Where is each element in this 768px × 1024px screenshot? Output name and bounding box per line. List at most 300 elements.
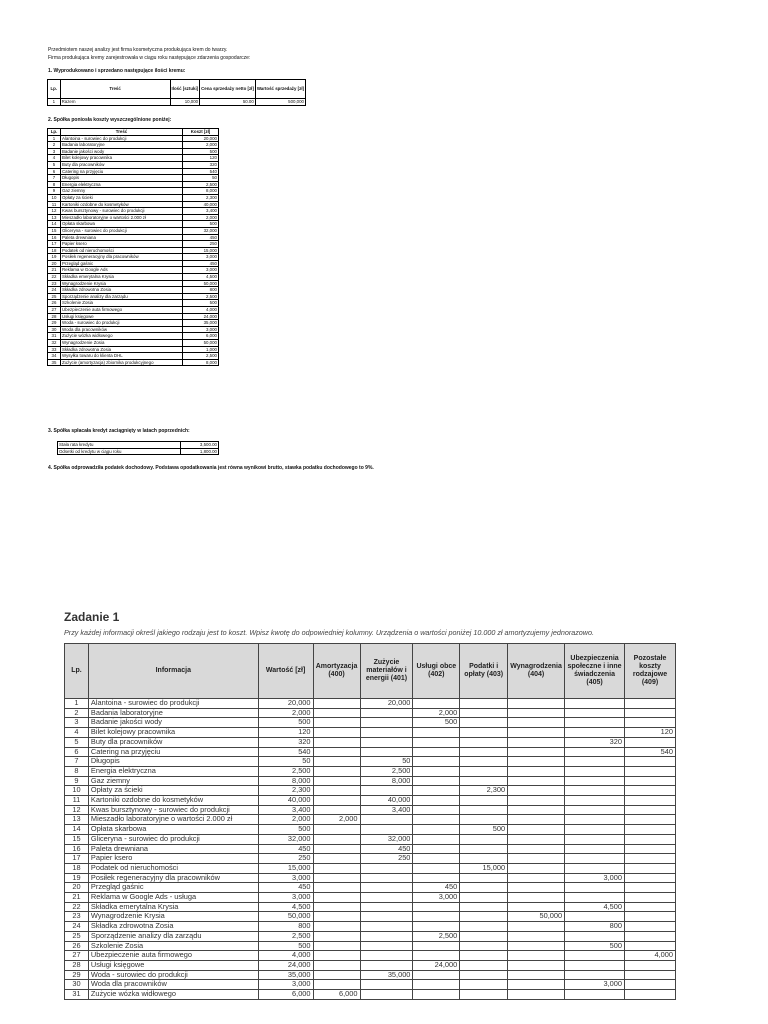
table-cell: 40,000	[183, 201, 219, 208]
table-cell	[508, 708, 565, 718]
table-cell	[313, 902, 360, 912]
table-cell	[313, 893, 360, 903]
table-cell: 3,400	[258, 805, 313, 815]
table-row	[48, 287, 219, 294]
table-cell	[460, 873, 508, 883]
table-cell: 2	[48, 142, 61, 149]
table-cell: 250	[360, 854, 413, 864]
table-cell: 450	[258, 844, 313, 854]
table-cell	[413, 912, 460, 922]
table-cell: 26	[48, 300, 61, 307]
table-cell: 3,000	[258, 980, 313, 990]
table-cell: Kwas bursztynowy - surowiec do produkcji	[88, 805, 258, 815]
table-row	[48, 142, 219, 149]
table-cell: 10	[48, 194, 61, 201]
table-cell: 26	[65, 941, 89, 951]
table-cell	[625, 718, 676, 728]
table-cell	[460, 708, 508, 718]
table-cell: 50	[258, 757, 313, 767]
table-cell: 800	[565, 922, 625, 932]
table-cell	[460, 951, 508, 961]
section-4-heading: 4. Spółka odprowadziła podatek dochodowy. Podstawa opodatkowania jest równa wynikowi brutto, stawka podatku dochodowego to 9%.	[48, 465, 374, 471]
table-cell	[508, 970, 565, 980]
table-cell	[565, 757, 625, 767]
zadanie-instructions: Przy każdej informacji określ jakiego rodzaju jest to koszt. Wpisz kwotę do odpowiedniej kolumny. Urządzenia o wartości poniżej 10.000 zł amortyzujemy jednorazowo.	[64, 628, 594, 637]
table-row	[48, 313, 219, 320]
table-cell: Opłata skarbowa	[61, 221, 183, 228]
table-cell: 21	[48, 267, 61, 274]
table-cell	[360, 912, 413, 922]
table-cell: 450	[258, 883, 313, 893]
table-cell: Paleta drewniana	[88, 844, 258, 854]
table-cell: 4,000	[625, 951, 676, 961]
table-row	[48, 155, 219, 162]
table-cell: 120	[625, 728, 676, 738]
table-cell: 500	[258, 718, 313, 728]
credit-table	[57, 441, 219, 455]
table-cell: 50.00	[200, 99, 256, 106]
table-cell: 24,000	[258, 960, 313, 970]
column-header: Usługi obce (402)	[413, 644, 460, 699]
table-cell	[360, 931, 413, 941]
table-row	[65, 708, 676, 718]
table-cell	[565, 854, 625, 864]
table-cell: Buty dla pracowników	[88, 737, 258, 747]
table-cell: 24	[65, 922, 89, 932]
table-cell: 35,000	[360, 970, 413, 980]
table-cell: 32,000	[183, 227, 219, 234]
table-cell: Opłaty za ścieki	[61, 194, 183, 201]
zadanie-table	[64, 643, 676, 1000]
table-cell: Energia elektryczna	[88, 766, 258, 776]
table-cell	[565, 834, 625, 844]
table-cell: 15	[65, 834, 89, 844]
table-cell	[413, 990, 460, 1000]
table-cell	[313, 718, 360, 728]
table-cell	[360, 825, 413, 835]
table-row	[48, 247, 219, 254]
table-cell: 17	[48, 241, 61, 248]
table-cell: 7	[65, 757, 89, 767]
table-cell	[625, 815, 676, 825]
table-cell	[360, 747, 413, 757]
table-cell	[413, 980, 460, 990]
table-row	[48, 333, 219, 340]
table-cell: 4,000	[183, 307, 219, 314]
table-cell	[413, 844, 460, 854]
table-cell	[460, 747, 508, 757]
table-cell: 500	[258, 825, 313, 835]
table-cell	[413, 834, 460, 844]
table-cell	[313, 863, 360, 873]
table-cell	[508, 737, 565, 747]
table-cell: Gaz ziemny	[88, 776, 258, 786]
table-cell: 2,500	[183, 353, 219, 360]
table-cell: 1	[48, 135, 61, 142]
table-cell	[313, 737, 360, 747]
table-cell	[625, 825, 676, 835]
table-row	[48, 168, 219, 175]
table-row	[65, 747, 676, 757]
table-cell: 2,500	[258, 766, 313, 776]
table-cell	[313, 708, 360, 718]
table-row	[48, 326, 219, 333]
table-cell: Gliceryna - surowiec do produkcji	[88, 834, 258, 844]
table-row	[65, 883, 676, 893]
table-cell	[413, 757, 460, 767]
table-cell: 500,000	[255, 99, 305, 106]
table-cell	[508, 718, 565, 728]
table-row	[58, 448, 219, 455]
table-row	[48, 214, 219, 221]
table-cell: 3	[48, 148, 61, 155]
table-cell: Składka zdrowotna Zosia	[61, 346, 183, 353]
table-cell: 50,000	[183, 280, 219, 287]
column-header: Wynagrodzenia (404)	[508, 644, 565, 699]
table-cell	[413, 854, 460, 864]
table-cell	[565, 883, 625, 893]
table-row	[65, 766, 676, 776]
table-cell: 2,500	[183, 293, 219, 300]
table-cell: 35	[48, 359, 61, 366]
table-cell: 9	[65, 776, 89, 786]
table-row	[48, 194, 219, 201]
table-cell	[625, 796, 676, 806]
table-cell: 6	[48, 168, 61, 175]
table-cell: Usługi księgowe	[61, 313, 183, 320]
table-cell: Energia elektryczna	[61, 181, 183, 188]
table-cell: Papier ksero	[88, 854, 258, 864]
table-cell: Reklama w Google Ads	[61, 267, 183, 274]
table-cell	[313, 941, 360, 951]
table-cell: 8,000	[183, 188, 219, 195]
intro-line-2: Firma produkująca kremy zarejestrowała w ciągu roku następujące zdarzenia gospodarcze:	[48, 55, 251, 61]
table-cell: Przegląd gaśnic	[88, 883, 258, 893]
table-cell	[565, 776, 625, 786]
column-header: Treść	[60, 80, 170, 99]
table-row	[48, 208, 219, 215]
table-row	[65, 844, 676, 854]
table-cell: 24,000	[413, 960, 460, 970]
table-cell	[360, 883, 413, 893]
table-cell	[565, 796, 625, 806]
table-cell	[313, 854, 360, 864]
section-1-heading: 1. Wyprodukowano i sprzedano następujące ilości kremu:	[48, 68, 186, 74]
table-cell: 2,500	[183, 181, 219, 188]
table-cell	[508, 834, 565, 844]
table-cell: 3,000	[183, 267, 219, 274]
table-cell	[508, 960, 565, 970]
table-row	[48, 359, 219, 366]
intro-line-1: Przedmiotem naszej analizy jest firma kosmetyczna produkująca krem do twarzy.	[48, 47, 228, 53]
table-cell: 15	[48, 227, 61, 234]
table-row	[48, 201, 219, 208]
table-cell: 15,000	[460, 863, 508, 873]
table-cell: Kartoniki ozdobne do kosmetyków	[61, 201, 183, 208]
table-cell: 20	[65, 883, 89, 893]
table-cell: 15,000	[258, 863, 313, 873]
table-cell: 8,000	[258, 776, 313, 786]
table-cell	[565, 708, 625, 718]
column-header: Lp.	[48, 80, 61, 99]
table-cell: Mieszadło laboratoryjne o wartości 2.000 zł	[88, 815, 258, 825]
table-row	[65, 863, 676, 873]
table-cell: 450	[360, 844, 413, 854]
table-cell	[313, 883, 360, 893]
table-cell: Wynagrodzenie Krysia	[88, 912, 258, 922]
table-cell	[625, 699, 676, 709]
table-cell: 2,300	[460, 786, 508, 796]
table-cell	[565, 815, 625, 825]
column-header: Informacja	[88, 644, 258, 699]
table-cell	[625, 766, 676, 776]
table-cell: 40,000	[360, 796, 413, 806]
table-cell: 50	[360, 757, 413, 767]
table-row	[65, 825, 676, 835]
table-cell: 24	[48, 287, 61, 294]
table-cell: 4	[48, 155, 61, 162]
table-cell	[508, 699, 565, 709]
table-cell	[460, 796, 508, 806]
table-cell: 3,500.00	[181, 442, 219, 449]
table-row	[48, 307, 219, 314]
table-cell	[413, 747, 460, 757]
table-cell: 500	[565, 941, 625, 951]
table-row	[48, 300, 219, 307]
table-cell	[460, 893, 508, 903]
table-cell	[508, 825, 565, 835]
table-cell: Alantoina - surowiec do produkcji	[88, 699, 258, 709]
table-row	[65, 893, 676, 903]
table-cell: Podatek od nieruchomości	[88, 863, 258, 873]
table-cell: Kwas bursztynowy - surowiec do produkcji	[61, 208, 183, 215]
table-cell	[565, 728, 625, 738]
table-cell	[313, 825, 360, 835]
table-cell	[360, 893, 413, 903]
table-cell	[625, 873, 676, 883]
table-cell	[508, 776, 565, 786]
table-cell	[413, 786, 460, 796]
table-cell: 19	[48, 254, 61, 261]
table-row	[48, 161, 219, 168]
table-cell	[508, 980, 565, 990]
table-cell	[313, 844, 360, 854]
table-cell	[313, 960, 360, 970]
table-cell: Wysyłka towaru do klienta DHL	[61, 353, 183, 360]
table-cell: 10,000	[170, 99, 200, 106]
table-cell: 1,000	[183, 346, 219, 353]
table-cell: 20,000	[183, 135, 219, 142]
table-cell: 50,000	[258, 912, 313, 922]
table-cell: 12	[48, 208, 61, 215]
table-cell: 30	[65, 980, 89, 990]
table-cell: 33	[48, 346, 61, 353]
table-cell	[565, 718, 625, 728]
table-cell: 35,000	[258, 970, 313, 980]
table-row	[65, 805, 676, 815]
column-header: Lp.	[65, 644, 89, 699]
table-cell: Ubezpieczenie auta firmowego	[61, 307, 183, 314]
table-cell	[360, 980, 413, 990]
table-cell	[360, 960, 413, 970]
table-cell: Razem	[60, 99, 170, 106]
table-cell	[508, 844, 565, 854]
table-cell	[508, 786, 565, 796]
table-cell: 29	[65, 970, 89, 980]
table-row	[65, 834, 676, 844]
table-cell: 29	[48, 320, 61, 327]
table-cell: 16	[65, 844, 89, 854]
table-cell	[625, 893, 676, 903]
table-cell	[565, 990, 625, 1000]
table-cell: 4,000	[258, 951, 313, 961]
table-cell: 18	[65, 863, 89, 873]
table-cell: 6	[65, 747, 89, 757]
table-cell: Sporządzenie analizy dla zarządu	[61, 293, 183, 300]
table-cell: 40,000	[258, 796, 313, 806]
table-cell	[313, 747, 360, 757]
table-row	[48, 188, 219, 195]
table-cell: 9	[48, 188, 61, 195]
table-cell	[313, 951, 360, 961]
table-cell	[625, 708, 676, 718]
table-row	[48, 254, 219, 261]
table-cell	[460, 718, 508, 728]
table-row	[48, 353, 219, 360]
table-cell: Opłaty za ścieki	[88, 786, 258, 796]
table-cell: 8,000	[183, 359, 219, 366]
table-cell	[413, 873, 460, 883]
table-cell	[625, 776, 676, 786]
table-cell: 35,000	[183, 320, 219, 327]
table-row	[65, 757, 676, 767]
table-cell: 50,000	[183, 340, 219, 347]
table-cell: 2,000	[413, 708, 460, 718]
table-cell: 5	[48, 161, 61, 168]
table-cell: 120	[183, 155, 219, 162]
table-cell: 11	[65, 796, 89, 806]
table-cell: Zużycie wózka widłowego	[88, 990, 258, 1000]
table-cell	[460, 960, 508, 970]
table-cell: Gliceryna - surowiec do produkcji	[61, 227, 183, 234]
table-cell: Catering na przyjęciu	[61, 168, 183, 175]
table-cell: 250	[183, 241, 219, 248]
table-cell	[313, 699, 360, 709]
table-cell: 2,500	[360, 766, 413, 776]
table-cell: 3,000	[413, 893, 460, 903]
table-row	[65, 854, 676, 864]
table-cell: 25	[65, 931, 89, 941]
table-row	[48, 274, 219, 281]
table-cell	[360, 815, 413, 825]
table-cell: 120	[258, 728, 313, 738]
table-cell: Reklama w Google Ads - usługa	[88, 893, 258, 903]
table-cell: Buty dla pracowników	[61, 161, 183, 168]
table-cell	[508, 796, 565, 806]
table-cell: 13	[65, 815, 89, 825]
table-cell	[625, 854, 676, 864]
table-cell	[413, 805, 460, 815]
table-row	[65, 980, 676, 990]
table-cell: 450	[413, 883, 460, 893]
costs-table	[47, 128, 219, 366]
table-row	[48, 340, 219, 347]
table-cell: Zużycie wózka widłowego	[61, 333, 183, 340]
sales-table	[47, 79, 306, 106]
table-cell: Długopis	[61, 175, 183, 182]
table-cell: 3,000	[565, 873, 625, 883]
table-cell	[625, 844, 676, 854]
table-cell	[360, 922, 413, 932]
table-cell	[508, 766, 565, 776]
table-cell: 6,000	[313, 990, 360, 1000]
column-header: Pozostałe koszty rodzajowe (409)	[625, 644, 676, 699]
table-cell: Woda dla pracowników	[61, 326, 183, 333]
table-cell: 8	[48, 181, 61, 188]
table-cell: Wynagrodzenie Krysia	[61, 280, 183, 287]
table-cell: 25	[48, 293, 61, 300]
table-cell: 8	[65, 766, 89, 776]
column-header: Zużycie materiałów i energii (401)	[360, 644, 413, 699]
table-cell	[460, 912, 508, 922]
table-cell: Paleta drewniana	[61, 234, 183, 241]
table-cell	[508, 893, 565, 903]
section-3-heading: 3. Spółka spłacała kredyt zaciągnięty w latach poprzednich:	[48, 428, 190, 434]
column-header: Treść	[61, 129, 183, 136]
table-cell: 22	[65, 902, 89, 912]
table-cell: 31	[48, 333, 61, 340]
table-cell	[565, 912, 625, 922]
table-cell	[413, 970, 460, 980]
table-cell: 3	[65, 718, 89, 728]
table-cell: 500	[460, 825, 508, 835]
table-cell: 50,000	[508, 912, 565, 922]
table-cell: Kartoniki ozdobne do kosmetyków	[88, 796, 258, 806]
table-cell	[508, 873, 565, 883]
table-cell	[460, 980, 508, 990]
table-cell	[460, 737, 508, 747]
table-cell: 24,000	[183, 313, 219, 320]
table-row	[48, 221, 219, 228]
table-cell	[460, 922, 508, 932]
table-cell	[565, 960, 625, 970]
table-cell	[508, 805, 565, 815]
table-cell	[625, 902, 676, 912]
table-row	[48, 293, 219, 300]
table-row	[48, 267, 219, 274]
table-cell	[625, 912, 676, 922]
table-cell	[313, 980, 360, 990]
table-cell: Składka zdrowotna Zosia	[61, 287, 183, 294]
table-cell	[625, 737, 676, 747]
table-cell: 500	[183, 221, 219, 228]
table-cell	[508, 728, 565, 738]
table-cell: Catering na przyjęciu	[88, 747, 258, 757]
table-cell	[565, 747, 625, 757]
table-cell	[460, 990, 508, 1000]
zadanie-title: Zadanie 1	[64, 610, 120, 624]
table-cell	[508, 922, 565, 932]
table-cell: 320	[258, 737, 313, 747]
table-cell: 17	[65, 854, 89, 864]
table-cell	[313, 776, 360, 786]
table-cell: Składka zdrowotna Zosia	[88, 922, 258, 932]
table-cell	[313, 766, 360, 776]
column-header: Wartość sprzedaży [zł]	[255, 80, 305, 99]
table-row	[65, 737, 676, 747]
table-cell: Szkolenie Zosia	[88, 941, 258, 951]
table-cell	[313, 728, 360, 738]
